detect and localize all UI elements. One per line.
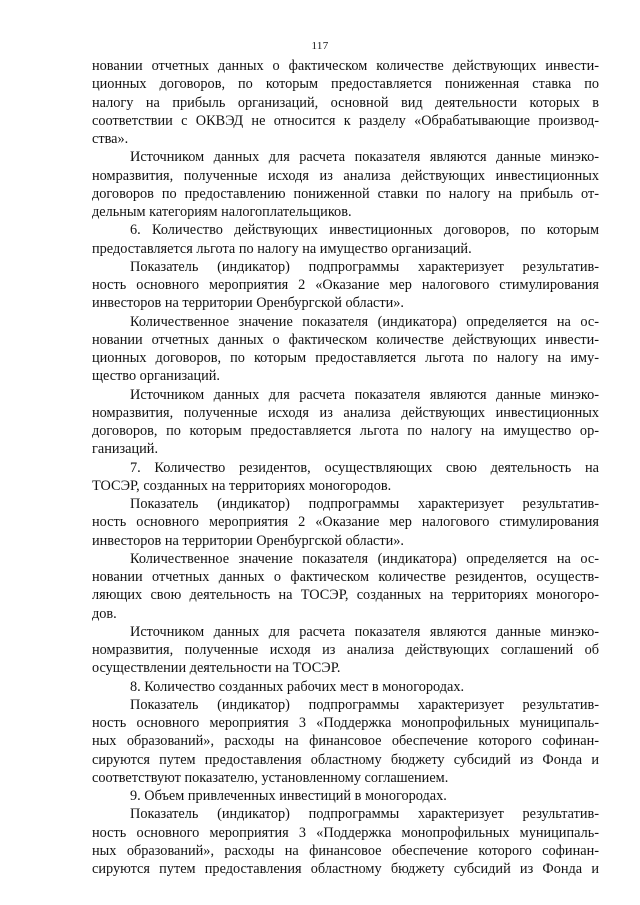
text-line: Источником данных для расчета показателя являются данные минэко- — [130, 386, 599, 403]
text-line: дов. — [92, 605, 117, 622]
text-line: новании отчетных данных о фактическом количестве действующих инвести- — [92, 331, 599, 348]
text-line: Показатель (индикатор) подпрограммы характеризует результатив- — [130, 258, 599, 275]
text-line: Показатель (индикатор) подпрограммы характеризует результатив- — [130, 806, 599, 823]
text-line: ность основного мероприятия 3 «Поддержка монопрофильных муниципаль- — [92, 715, 599, 731]
text-line: ства». — [92, 131, 129, 147]
text-line: ность основного мероприятия 2 «Оказание мер налогового стимулирования — [92, 514, 599, 531]
text-line: предоставляется льгота по налогу на имущество организаций. — [92, 240, 472, 257]
body-text — [92, 57, 599, 878]
text-line: Показатель (индикатор) подпрограммы характеризует результатив- — [130, 496, 599, 512]
text-line: ТОСЭР, созданных на территориях моногородов. — [92, 477, 392, 494]
text-line: ных образований», расходы на финансовое обеспечение которого софинан- — [92, 733, 599, 750]
text-line: ционных договоров, по которым предоставляется пониженная ставка по — [92, 76, 599, 93]
text-line: 6. Количество действующих инвестиционных договоров, по которым — [130, 222, 599, 239]
text-line: инвесторов на территории Оренбургской области». — [92, 295, 405, 312]
text-line: новании отчетных данных о фактическом количестве действующих инвести- — [92, 58, 599, 74]
text-line: осуществлении деятельности на ТОСЭР. — [92, 660, 341, 677]
text-line: номразвития, полученные исходя из анализа действующих соглашений об — [92, 642, 599, 658]
text-line: 7. Количество резидентов, осуществляющих свою деятельность на — [130, 459, 599, 476]
text-line: ность основного мероприятия 2 «Оказание мер налогового стимулирования — [92, 277, 599, 293]
text-line: соответствуют показателю, установленному соглашением. — [92, 769, 449, 786]
text-line: номразвития, полученные исходя из анализа действующих инвестиционных — [92, 167, 599, 184]
text-line: сируются путем предоставления областному бюджету субсидий из Фонда и — [92, 861, 599, 877]
text-line: ганизаций. — [92, 441, 159, 458]
text-line: ционных договоров, по которым предоставляется льгота по налогу на иму- — [92, 350, 599, 366]
text-line: щество организаций. — [92, 368, 221, 385]
text-line: налогу на прибыль организаций, основной вид деятельности которых в — [92, 94, 599, 111]
page-number: 117 — [311, 40, 329, 52]
text-line: Количественное значение показателя (индикатора) определяется на ос- — [130, 313, 599, 330]
text-line: Источником данных для расчета показателя являются данные минэко- — [130, 623, 599, 640]
text-line: Показатель (индикатор) подпрограммы характеризует результатив- — [130, 696, 599, 713]
text-line: договоров по предоставлению пониженной ставки по налогу на прибыль от- — [92, 185, 599, 202]
text-line: 9. Объем привлеченных инвестиций в моногородах. — [130, 788, 447, 804]
text-line: 8. Количество созданных рабочих мест в моногородах. — [130, 678, 465, 695]
text-line: ляющих свою деятельность на ТОСЭР, созданных на территориях моногоро- — [92, 587, 599, 604]
text-line: ность основного мероприятия 3 «Поддержка монопрофильных муниципаль- — [92, 824, 599, 841]
text-line: ных образований», расходы на финансовое обеспечение которого софинан- — [92, 842, 599, 859]
text-line: дельным категориям налогоплательщиков. — [92, 204, 352, 220]
text-line: номразвития, полученные исходя из анализа действующих инвестиционных — [92, 404, 599, 421]
text-line: Источником данных для расчета показателя являются данные минэко- — [130, 149, 599, 166]
text-line: новании отчетных данных о фактическом количестве резидентов, осуществ- — [92, 569, 599, 585]
text-line: соответствии с ОКВЭД не относится к разделу «Обрабатывающие производ- — [92, 112, 599, 129]
text-line: сируются путем предоставления областному бюджету субсидий из Фонда и — [92, 751, 599, 768]
text-line: договоров, по которым предоставляется льгота по налогу на имущество ор- — [92, 423, 599, 439]
text-line: Количественное значение показателя (индикатора) определяется на ос- — [130, 550, 599, 567]
text-line: инвесторов на территории Оренбургской области». — [92, 532, 405, 549]
